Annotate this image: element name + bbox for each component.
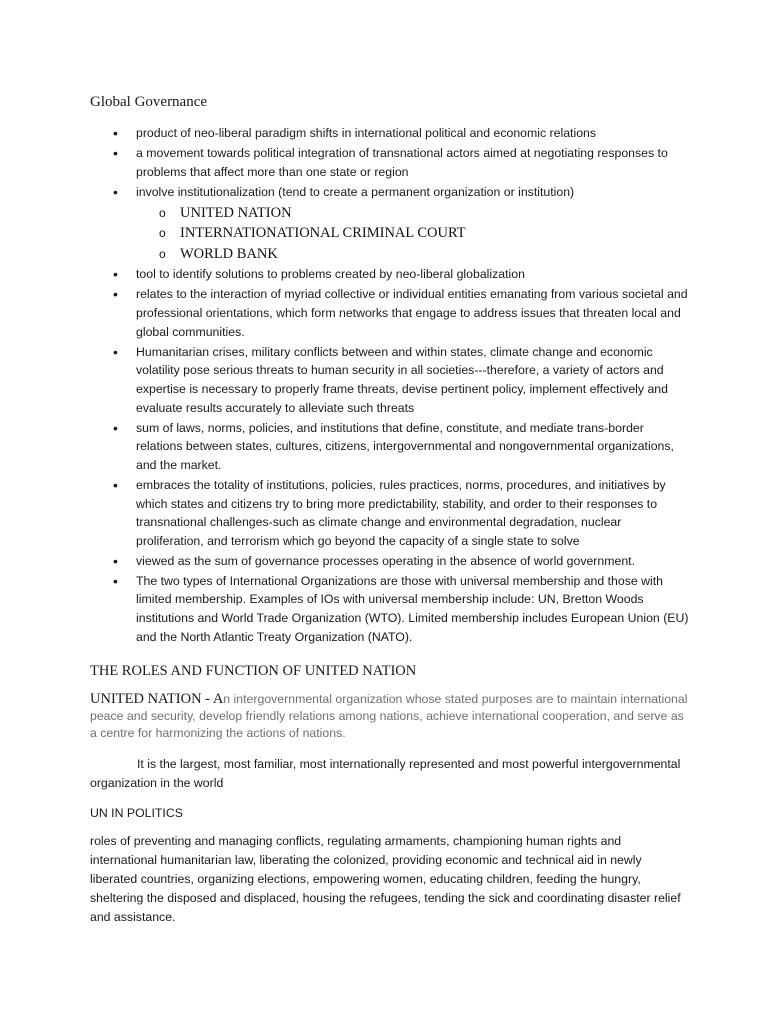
bullet-text: viewed as the sum of governance processes operating in the absence of world government. (136, 553, 635, 568)
bullet-text: relates to the interaction of myriad collective or individual entities emanating from various societal and professional orientations, which form networks that engage to address issues that threaten local and global communities. (136, 287, 688, 339)
bullet-item (90, 144, 690, 181)
bullet-list (90, 124, 690, 648)
bullet-text: Humanitarian crises, military conflicts between and within states, climate change and economic volatility pose serious threats to human security in all societies---therefore, a variety of actors and expertise is necessary to properly frame threats, devise pertinent policy, implement effectively and evaluate results accurately to alleviate such threats (136, 344, 668, 415)
paragraph-roles: roles of preventing and managing conflicts, regulating armaments, championing human rights and international humanitarian law, liberating the colonized, providing economic and technical aid in newly liberated countries, organizing elections, empowering women, educating children, feeding the hungry, sheltering the disposed and displaced, housing the refugees, tending the sick and coordinating disaster relief and assistance. (90, 834, 681, 924)
subheading-politics: UN IN POLITICS (90, 806, 183, 820)
bullet-item (90, 285, 690, 341)
un-definition (90, 691, 690, 742)
un-definition-text: n intergovernmental organization whose stated purposes are to maintain international peace and security, develop friendly relations among nations, achieve international cooperation, and serve as a centre for harmonizing the actions of nations. (90, 692, 688, 740)
bullet-text: product of neo-liberal paradigm shifts in international political and economic relations (136, 126, 597, 140)
bullet-text: tool to identify solutions to problems created by neo-liberal globalization (136, 267, 525, 282)
bullet-text: embraces the totality of institutions, policies, rules practices, norms, procedures, and initiatives by which states and citizens try to bring more predictability, stability, and order to their responses to transnational challenges-such as climate change and environmental degradation, nuclear proliferation, and terrorism which go beyond the capacity of a single state to solve (136, 477, 666, 548)
bullet-item (90, 124, 690, 143)
bullet-item (90, 183, 690, 202)
sub-item: o INTERNATIONATIONAL CRIMINAL COURT (90, 223, 690, 244)
bullet-item (90, 265, 690, 284)
bullet-text: sum of laws, norms, policies, and institutions that define, constitute, and mediate trans-border relations between states, cultures, citizens, intergovernmental and nongovernmental organizations, and the market. (136, 420, 674, 472)
sub-item: o UNITED NATION (90, 203, 690, 224)
bullet-item (90, 476, 690, 550)
bullet-item (90, 419, 690, 475)
sub-list (90, 203, 690, 265)
un-definition-lead: UNITED NATION - A (90, 691, 224, 707)
bullet-item (90, 552, 690, 571)
bullet-item (90, 572, 690, 646)
bullet-text: a movement towards political integration of transnational actors aimed at negotiating responses to problems that affect more than one state or region (136, 146, 668, 179)
paragraph-largest: It is the largest, most familiar, most internationally represented and most powerful intergovernmental organization in the world (90, 757, 681, 790)
bullet-text: The two types of International Organizations are those with universal membership and those with limited membership. Examples of IOs with universal membership include: UN, Bretton Woods institutions and World Trade Organization (WTO). Limited membership includes European Union (EU) and the North Atlantic Treaty Organization (NATO). (136, 573, 689, 644)
bullet-item (90, 343, 690, 417)
page-title: Global Governance (90, 94, 208, 110)
bullet-text: involve institutionalization (tend to create a permanent organization or institution) (136, 184, 575, 199)
sub-item: o WORLD BANK (90, 244, 690, 265)
section-heading: THE ROLES AND FUNCTION OF UNITED NATION (90, 663, 417, 679)
